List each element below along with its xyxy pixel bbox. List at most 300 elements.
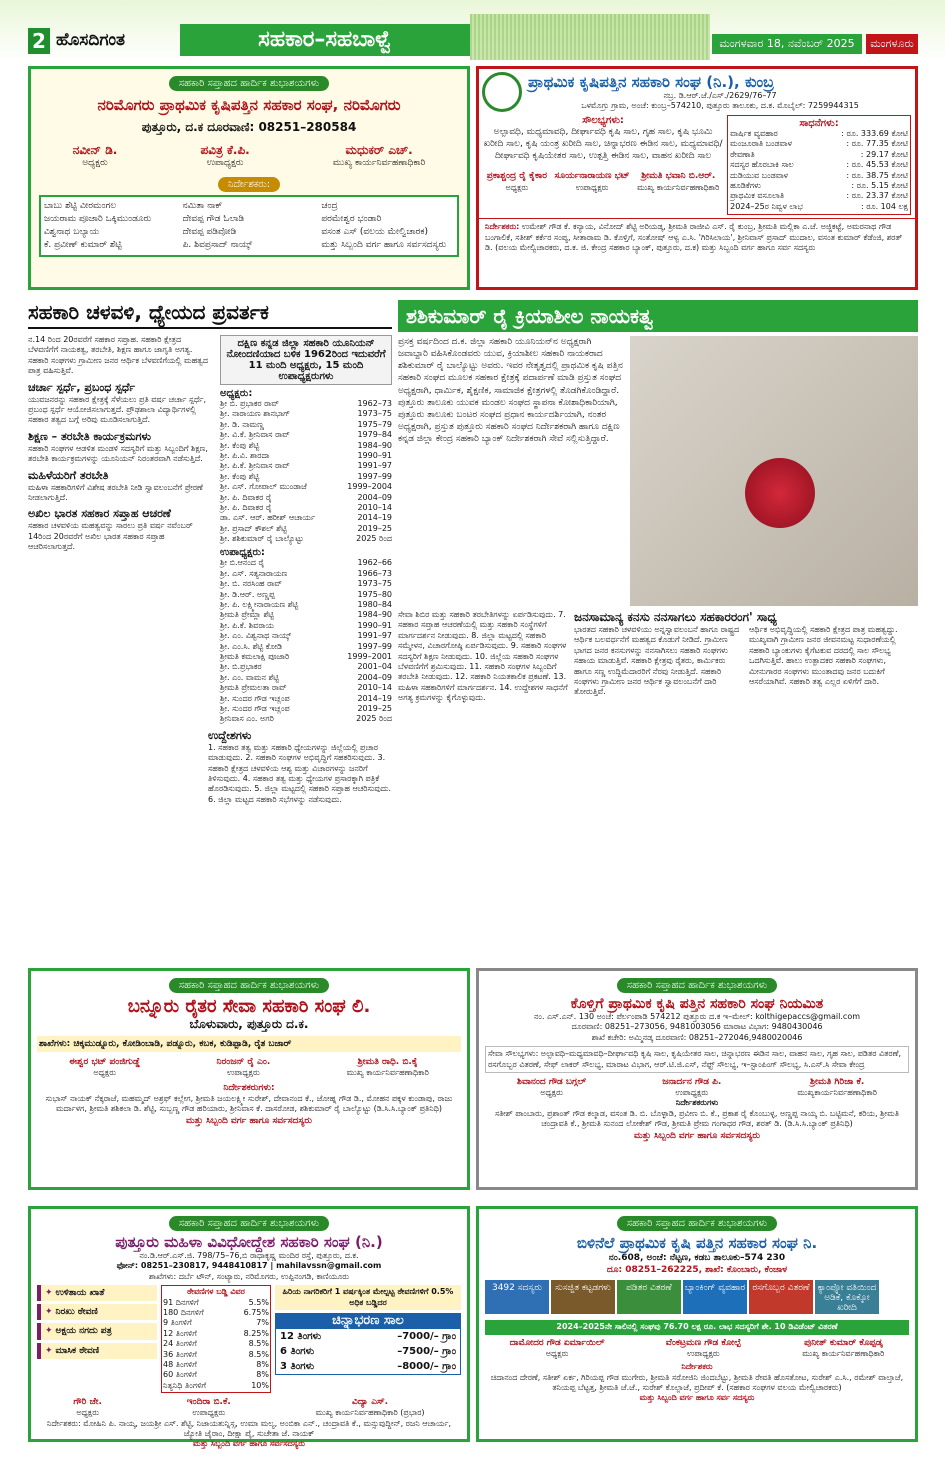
- rates-panel: [161, 1285, 271, 1393]
- scheme-label: ಅಕ್ಷಯ ನಗದು ಪತ್ರ: [55, 1326, 112, 1337]
- article-headline: ಶಶಿಕುಮಾರ್ ರೈ ಕ್ರಿಯಾಶೀಲ ನಾಯಕತ್ವ: [398, 300, 918, 332]
- officer-name: ವೆಂಕಟ್ರಮಣ ಗೌಡ ಕೋಲ್ಪೆ: [665, 1337, 741, 1348]
- officer-name: ಜನಾರ್ದನ ಗೌಡ ಪಿ.: [662, 1076, 722, 1087]
- scheme-item: [37, 1304, 157, 1320]
- scheme-label: ಉಳಿತಾಯ ಖಾತೆ: [55, 1288, 105, 1299]
- rate-row: [163, 1318, 269, 1328]
- achievement-value: : ರೂ. 38.75 ಕೋಟಿ: [846, 170, 908, 180]
- vp-row: [220, 610, 392, 620]
- vp-row: [220, 558, 392, 568]
- vp-row: [220, 714, 392, 724]
- grass-decoration: [470, 14, 710, 60]
- ad-narimogaru-society: [28, 66, 470, 290]
- article-cooperative-movement: [28, 300, 392, 860]
- achievement-label: 2024–25ರ ನಿವ್ವಳ ಲಾಭ: [730, 201, 803, 211]
- vp-row-value: 1991–97: [357, 631, 392, 641]
- gold-loan-row: [276, 1329, 460, 1344]
- officer-role: ಉಪಾಧ್ಯಕ್ಷರು: [192, 1408, 226, 1418]
- section-heading: ಚರ್ಚಾ ಸ್ಪರ್ಧೆ, ಪ್ರಬಂಧ ಸ್ಪರ್ಧೆ: [28, 380, 136, 394]
- officer-role: ಅಧ್ಯಕ್ಷರು: [545, 1348, 569, 1358]
- rate-row-value: 8.5%: [248, 1339, 269, 1349]
- rate-row-label: 9 ತಿಂಗಳಿಗೆ: [163, 1318, 192, 1328]
- branches: ಶಾಖೆಗಳು: ಚಿಕ್ಕಮುಡ್ನೂರು, ಕೋಡಿಂಬಾಡಿ, ಪಡ್ನೂರು, ಕಬಕ, ಕುಡಿಪ್ಪಾಡಿ, ರೈತ ಬಜಾರ್: [37, 1036, 461, 1052]
- section-body: ಸಹಕಾರ ಚಳವಳಿಯ ಮಹತ್ವವನ್ನು ಸಾರಲು ಪ್ರತಿ ವರ್ಷ ನವೆಂಬರ್ 14ರಿಂದ 20ರವರೆಗೆ ಅಖಿಲ ಭಾರತ ಸಹಕಾರ ಸಪ್ತಾಹ ಆಚರಿಸಲಾಗುತ್ತದೆ.: [28, 521, 193, 552]
- vp-row: [220, 590, 392, 600]
- officer-name: ಶ್ರೀಮತಿ ರಾಧಿ. ಬಿ.ಕೈ: [357, 1057, 418, 1068]
- vp-row-value: 2001–04: [357, 662, 392, 672]
- vp-row: [220, 569, 392, 579]
- president-row-label: ಶ್ರೀ. ಪಿ.ಕೆ. ಶ್ರೀನಿವಾಸ ರಾವ್: [220, 461, 290, 471]
- profit-banner: 2024–2025ನೇ ಸಾಲಿನಲ್ಲಿ ಸಂಘವು 76.70 ಲಕ್ಷ ರೂ. ಲಾಭ ಸದಸ್ಯರಿಗೆ ಶೇ. 10 ಡಿವಿಡೆಂಟ್ ವಿತರಣೆ: [485, 1320, 909, 1334]
- edition-city: ಮಂಗಳೂರು: [866, 34, 918, 54]
- gold-loan-row-label: 3 ತಿಂಗಳು: [280, 1360, 315, 1372]
- directors-text: ಉಮೇಶ್ ಗೌಡ ಕೆ. ಕನ್ಯಾಯ, ವಿನೋದ್ ಶೆಟ್ಟಿ ಅರಿಯಡ್ಕ, ಶ್ರೀಮತಿ ರಾಜೀವಿ ಎಸ್. ರೈ ಕುಂಬ್ರ, ಶ್ರೀಮತಿ ಮಲ್ಲಿಕಾ ಎ.ಜೆ. ಅಜ್ಜಿಕಟ್ಟೆ, ಅಮರನಾಥ ಗೌಡ ಬಂಗಾಲಿಕೆ, ಸತೀಶ್ ಕರ್ಕೆರ ಸಂಪ್ಯ, ಸೀತಾರಾಮ ಡಿ. ಕೊಳ್ತಿಗೆ, ಸಂತೋಷ್ ಆಳ್ವ ಎ.ಸಿ. 'ಗಿರಿಸಿಲಾಯ', ಶ್ರೀನಿವಾಸ್ ಪ್ರಸಾದ್ ಮುದಾಲ, ವಸಂತ ಕುಮಾರ್ ಕೆಡೆಂಜಿ, ಶರತ್ ಡಿ. (ವಲಯ ಮೇಲ್ವಿಚಾರಕರು, ದ.ಕ. ಜಿ. ಕೇಂದ್ರ ಸಹಕಾರ ಬ್ಯಾಂಕ್, ಪುತ್ತೂರು, ದ.ಕ) ಮತ್ತು ಸಿಬ್ಬಂದಿ ವರ್ಗ ಹಾಗೂ ಸರ್ವ ಸದಸ್ಯರು: [485, 222, 903, 252]
- ad-title: ಪುತ್ತೂರು ಮಹಿಳಾ ವಿವಿಧೋದ್ದೇಶ ಸಹಕಾರಿ ಸಂಘ (ನಿ.): [115, 1233, 383, 1251]
- objectives-text: 1. ಸಹಕಾರ ತತ್ವ ಮತ್ತು ಸಹಕಾರಿ ಧ್ಯೇಯಗಳನ್ನು ಜಿಲ್ಲೆಯಲ್ಲಿ ಪ್ರಚಾರ ಮಾಡುವುದು. 2. ಸಹಕಾರಿ ಸಂಘಗಳ ಅಭಿವೃದ್ಧಿಗೆ ಸಹಕರಿಸುವುದು. 3. ಸಹಕಾರಿ ಕ್ಷೇತ್ರದ ಚಳವಳಿಯ ಆಶ್ಯ ಮತ್ತು ವಿಚಾರಗಳನ್ನು ಜನರಿಗೆ ತಿಳಿಸುವುದು. 4. ಸಹಕಾರ ತತ್ವ ಮತ್ತು ಧ್ಯೇಯಗಳ ಪ್ರಸಾರಕ್ಕಾಗಿ ಪತ್ರಿಕೆ ಹೊರಡಿಸುವುದು. 5. ಜಿಲ್ಲಾ ಮಟ್ಟದಲ್ಲಿ ಸಹಕಾರಿ ಸಪ್ತಾಹ ಆಚರಿಸುವುದು. 6. ಜಿಲ್ಲಾ ಮಟ್ಟದ ಸಹಕಾರಿ ಸಭೆಗಳನ್ನು ನಡೆಸುವುದು.: [208, 742, 392, 804]
- ad-title: ಪ್ರಾಥಮಿಕ ಕೃಷಿಪತ್ತಿನ ಸಹಕಾರಿ ಸಂಘ (ನಿ.), ಕುಂಬ್ರ: [528, 72, 774, 91]
- rate-row-label: 12 ತಿಂಗಳಿಗೆ: [163, 1328, 197, 1338]
- vp-row-value: 1997–99: [357, 641, 392, 651]
- president-row: [220, 503, 392, 513]
- ad-address: ನಂ. ಎಸ್.ಎನ್. 130 ಅಂಚೆ: ಪೆರ್ಲಂಪಾಡಿ 574212 ಪುತ್ತೂರು ದ.ಕ ಇ–ಮೇಲ್: kolthigepaccs@gmail.com: [533, 1012, 861, 1021]
- president-row-label: ಶ್ರೀ ಬಿ. ಪ್ರಭಾಕರ ರಾವ್: [220, 399, 279, 408]
- rate-row: [163, 1350, 269, 1360]
- ad-branches: ಶಾಖೆಗಳು: ದರ್ಬೆ ಟೌನ್, ಸಂಟ್ಯಾರು, ನರಿಮೊಗರು, ಉಪ್ಪಿನಂಗಡಿ, ಕಾಣಿಯೂರು: [148, 1271, 350, 1281]
- vp-row-label: ಶ್ರೀ. ಎಂ. ವಾಮನ ಶೆಟ್ಟಿ: [220, 672, 279, 682]
- president-photo: [630, 336, 918, 606]
- president-row-value: 2014–19: [357, 513, 392, 523]
- ad-footer: ಮತ್ತು ಸಿಬ್ಬಂದಿ ವರ್ಗ ಹಾಗೂ ಸರ್ವಸದಸ್ಯರು: [634, 1130, 760, 1141]
- president-row-value: 1999–2004: [347, 482, 392, 492]
- vp-row: [220, 704, 392, 714]
- achievement-label: ಮಂಜೂರಾತಿ ಬಂಡವಾಳ: [730, 139, 792, 149]
- directors-text: ಸತೀಶ್ ಪಾಂಬಾರು, ಪ್ರಶಾಂತ್ ಗೌಡ ಕಲ್ಕಾಡ, ವಸಂತ ಡಿ. ಬಿ. ಬೊಳ್ಳಾಡಿ, ಪ್ರವೀಣ ಬಿ. ಕೆ., ಪ್ರಕಾಶ ರೈ ಕೊಂಬುಳ್ಳ, ಅಣ್ಣಪ್ಪ ನಾಯ್ಕ ಬಿ. ಬಟ್ಟಿಮನೆ, ಕರಿಯ, ಶ್ರೀಮತಿ ಚಂದ್ರಾವತಿ ಕೆ., ಶ್ರೀಮತಿ ಸುನಂದ ಲೋಕೇಶ್ ಗೌಡ, ಶ್ರೀಮತಿ ಪ್ರೇಮ ಗಂಗಾಧರ ಗೌಡ, ಶರತ್ ಡಿ. (ಡಿ.ಸಿ.ಸಿ.ಬ್ಯಾಂಕ್ ಪ್ರತಿನಿಧಿ): [495, 1108, 899, 1129]
- vp-row-label: ಶ್ರೀ. ಸುಂದರ ಗೌಡ ಇಚ್ಲಂಪ: [220, 693, 290, 703]
- officer-role: ಮುಖ್ಯ ಕಾರ್ಯನಿರ್ವಹಣಾಧಿಕಾರಿ: [802, 1348, 885, 1358]
- ad-kolthige-society: [476, 968, 918, 1190]
- vp-row-value: 1973–75: [357, 579, 392, 589]
- officer-role: ಉಪಾಧ್ಯಕ್ಷರು: [575, 182, 609, 192]
- president-row-label: ಶ್ರೀ. ಕೆಂಪು ಶೆಟ್ಟಿ: [220, 440, 260, 450]
- director-name: ಕೆ. ಪ್ರವೀಣ್ ಕುಮಾರ್ ಶೆಟ್ಟಿ: [44, 240, 122, 251]
- directors-grid: [39, 195, 459, 257]
- president-row-value: 1979–84: [357, 430, 392, 440]
- achievement-row: [730, 139, 908, 149]
- article-col3: ಆರ್ಥಿಕ ಅಭಿವೃದ್ಧಿಯಲ್ಲಿ ಸಹಕಾರಿ ಕ್ಷೇತ್ರದ ಪಾತ್ರ ಮಹತ್ವದ್ದು. ಮುಖ್ಯವಾಗಿ ಗ್ರಾಮೀಣ ಜನರ ಜೀವನಮಟ್ಟ ಸುಧಾರಣೆಯಲ್ಲಿ ಸಹಕಾರಿ ಬ್ಯಾಂಕುಗಳು ಕೈಗೆಟಕುವ ದರದಲ್ಲಿ ಸಾಲ ಸೌಲಭ್ಯ ಒದಗಿಸುತ್ತಿವೆ. ಹಾಲು ಉತ್ಪಾದಕರ ಸಹಕಾರಿ ಸಂಘಗಳು, ಮೀನುಗಾರರ ಸಂಘಗಳು ಮುಂತಾದವು ಜನರ ಬದುಕಿಗೆ ಆಸರೆಯಾಗಿವೆ. ಸಹಕಾರಿ ತತ್ವ ಎಲ್ಲರ ಏಳಿಗೆಗೆ ದಾರಿ.: [749, 625, 898, 686]
- president-row-label: ಶ್ರೀ. ಪ್ರಸಾದ್ ಕೌಶಲ್ ಶೆಟ್ಟಿ: [220, 523, 287, 533]
- vp-row-label: ಶ್ರೀನಿವಾಸ ಎಂ. ಅಗರಿ: [220, 714, 274, 724]
- vp-row: [220, 600, 392, 610]
- achievement-value: : 29.17 ಕೋಟಿ: [860, 149, 908, 159]
- greeting-badge: ಸಹಕಾರಿ ಸಪ್ತಾಹದ ಹಾರ್ದಿಕ ಶುಭಾಶಯಗಳು: [169, 978, 329, 993]
- gold-loan-row: [276, 1344, 460, 1359]
- vps-label: ಉಪಾಧ್ಯಕ್ಷರು:: [220, 547, 265, 559]
- ad-phones: ದೂರವಾಣಿ: 08251–273056, 9481003056 ಮಾರಾಟ ವಿಭಾಗ: 9480430046: [571, 1022, 823, 1032]
- scheme-bullet-icon: ✦: [45, 1307, 53, 1318]
- rates-label: ಠೇವಣಿಗಳ ಬಡ್ಡಿ ವಿವರ: [187, 1287, 245, 1297]
- officer-role: ಅಧ್ಯಕ್ಷರು: [93, 1068, 116, 1078]
- director-name: ದೇವಪ್ಪ ಪಡಿವೋಡಿ: [182, 227, 237, 238]
- services: ಸೇವಾ ಸೌಲಭ್ಯಗಳು: ಅಲ್ಪಾವಧಿ–ಮಧ್ಯಮಾವಧಿ–ದೀರ್ಘಾವಧಿ ಕೃಷಿ ಸಾಲ, ಕೃಷಿಯೇತರ ಸಾಲ, ಚಿನ್ನಾಭರಣ ಈಡಿನ ಸಾಲ, ವಾಹನ ಸಾಲ, ಗೃಹ ಸಾಲ, ಪಡಿತರ ವಿತರಣೆ, ರಸಗೊಬ್ಬರ ವಿತರಣೆ, ಸೇಫ್ ಲಾಕರ್ ಸೌಲಭ್ಯ, ಮಾರಾಟ ವಿಭಾಗ, ಆರ್.ಟಿ.ಜಿ.ಎಸ್, ನೆಫ್ಟ್ ಸೌಲಭ್ಯ, ಇ–ಸ್ಟಾಂಪಿಂಗ್ ಸೌಲಭ್ಯ, ಸಿ.ಎಸ್.ಸಿ ಸೇವಾ ಕೇಂದ್ರ: [485, 1046, 909, 1073]
- president-row-value: 2025 ರಿಂದ: [356, 534, 392, 544]
- directors-text: ಚಿದಾನಂದ ದೇರಣೆ, ಸತೀಶ್ ಏರ್ಕ, ಗಿರಿಯಪ್ಪ ಗೌಡ ಮುಗೇರು, ಶ್ರೀಮತಿ ಸರೋಜಿನಿ ಜಿಂದಬೆಟ್ಟು, ಶ್ರೀಮತಿ ರೇವತಿ ಹೊಸತೋಟ, ಸುರೇಶ್ ಎ.ಸಿ., ರಮೇಶ್ ವಾಲ್ತಾಜೆ, ತನಿಯಪ್ಪ ಬೆಟ್ಟತ್ತ, ಶ್ರೀಮತಿ ಜೆ.ಜೆ., ಸುರೇಶ್ ಕೊಲ್ಪಾಜೆ, ಪ್ರದೀಪ್ ಕೆ. (ಸಹಕಾರ ಸಂಘಗಳ ವಲಯ ಮೇಲ್ವಿಚಾರಕರು): [490, 1372, 904, 1392]
- director-name: ನಮಿತಾ ನಾಕ್: [182, 201, 223, 211]
- ad-footer: ಮತ್ತು ಸಿಬ್ಬಂದಿ ವರ್ಗ ಹಾಗೂ ಸರ್ವ ಸದಸ್ಯರು: [639, 1393, 755, 1403]
- ad-kumbra-society: [476, 66, 918, 290]
- gold-loan-row-value: –8000/– ಗ್ರಾಂ: [397, 1360, 456, 1372]
- feature-tiles: [479, 1276, 915, 1318]
- vp-row-label: ಶ್ರೀ. ಎಂ. ವಿಶ್ವನಾಥ ನಾಯ್ಕ್: [220, 631, 292, 641]
- scheme-item: [37, 1343, 157, 1359]
- rate-row-value: 8.25%: [243, 1328, 269, 1338]
- rate-row-label: 180 ದಿನಗಳಿಗೆ: [163, 1307, 204, 1317]
- article-headline: ಸಹಕಾರಿ ಚಳವಳಿ, ಧ್ಯೇಯದ ಪ್ರವರ್ತಕ: [28, 300, 392, 329]
- president-row-label: ಶ್ರೀ. ಶಶಿಕುಮಾರ್ ರೈ ಬಾಲ್ಯೊಟ್ಟು: [220, 534, 304, 544]
- vp-row-value: 2025 ರಿಂದ: [356, 714, 392, 724]
- rate-row-value: 7%: [256, 1318, 269, 1328]
- officer-name: ಸೂರ್ಯನಾರಾಯಣ ಭಟ್: [554, 171, 630, 182]
- officer-role: ಅಧ್ಯಕ್ಷರು: [540, 1088, 563, 1098]
- society-logo-icon: [482, 72, 522, 112]
- vp-row-value: 2004–09: [357, 672, 392, 682]
- director-name: ಪಿ. ಶಿವಪ್ರಸಾದ್ ನಾಯ್ಕ್: [182, 240, 253, 251]
- director-name: ಪರಮೇಶ್ವರ ಭಂಡಾರಿ: [321, 214, 382, 225]
- achievement-row: [730, 171, 908, 181]
- achievement-label: ಠೇವಣಾತಿ: [730, 149, 755, 159]
- ad-reg: ನಬ್ರ. ಡಿ.ಆರ್.ಜೆ./ಎಸ್./2629/76–77: [663, 90, 777, 100]
- officer-role: ಅಧ್ಯಕ್ಷರು: [76, 1408, 99, 1418]
- rate-row-value: 8%: [256, 1370, 269, 1380]
- feature-tile: ಕ್ಯಾಂಪ್ಕೋ ವತಿಯಿಂದ ಅಡಿಕೆ, ಕೊಕ್ಕೋ ಖರೀದಿ: [815, 1280, 879, 1314]
- president-row: [220, 482, 392, 492]
- officer-role: ಮುಖ್ಯ ಕಾರ್ಯನಿರ್ವಹಣಾಧಿಕಾರಿ: [346, 1068, 429, 1078]
- feature-tile: ರಸಗೊಬ್ಬರ ವಿತರಣೆ: [749, 1280, 813, 1314]
- rate-row-value: 8.5%: [248, 1349, 269, 1359]
- president-row: [220, 409, 392, 419]
- achievement-row: [730, 160, 908, 170]
- ad-title: ಬಿಳಿನೆಲೆ ಪ್ರಾಥಮಿಕ ಕೃಷಿ ಪತ್ತಿನ ಸಹಕಾರ ಸಂಘ ನಿ.: [576, 1234, 818, 1252]
- gold-loan-label: ಚಿನ್ನಾಭರಣ ಸಾಲ: [275, 1313, 461, 1328]
- directors-text: ನಿರ್ದೇಶಕರು: ಮೋಹಿನಿ ಪಿ. ನಾಯ್ಕ, ಜಯಶ್ರೀ ಎಸ್. ಶೆಟ್ಟಿ, ನಿಜಾಯತುನ್ನಿಸ್ಸ, ಉಮಾ ಮಲ್ಯ, ಅಂಬಿಕಾ ಎನ್., ಚಂದ್ರಾವತಿ ಕೆ., ಮನ್ಸುವುದ್ದೀನ್, ರಜನಿ ಆಚಾರ್ಯ, ಜ್ಯೋತಿ ಜೈರಾಂ, ದೀಕ್ಷಾ ಪೈ, ಸುಚೇತಾ ಜೆ. ನಾಯಕ್: [46, 1418, 452, 1438]
- rate-row: [163, 1298, 269, 1308]
- officer-name: ಮಧುಕರ್ ಎಚ್.: [345, 143, 413, 157]
- rate-row-label: 24 ತಿಂಗಳಿಗೆ: [163, 1339, 197, 1349]
- rate-row-label: 91 ದಿನಗಳಿಗೆ: [163, 1297, 199, 1307]
- presidents-label: ಅಧ್ಯಕ್ಷರು:: [220, 388, 253, 399]
- president-row-value: 1984–90: [357, 440, 392, 450]
- greeting-badge: ಸಹಕಾರಿ ಸಪ್ತಾಹದ ಹಾರ್ದಿಕ ಶುಭಾಶಯಗಳು: [617, 1216, 777, 1231]
- vp-row: [220, 662, 392, 672]
- ad-bilinele-society: [476, 1206, 918, 1442]
- president-row: [220, 472, 392, 482]
- director-name: ಜಯರಾಮ ಪೂಜಾರಿ ಒಕ್ಕಿಮುಂಡೂರು: [44, 214, 152, 225]
- page-number: 2: [28, 28, 50, 54]
- vp-row: [220, 652, 392, 662]
- bouquet-icon: [745, 458, 815, 528]
- vp-row: [220, 631, 392, 641]
- officer-name: ಶ್ರೀಮತಿ ಭವಾನಿ ಬಿ.ಆರ್.: [641, 171, 716, 182]
- greeting-badge: ಸಹಕಾರಿ ಸಪ್ತಾಹದ ಹಾರ್ದಿಕ ಶುಭಾಶಯಗಳು: [169, 76, 329, 91]
- achievement-row: [730, 129, 908, 139]
- president-row: [220, 451, 392, 461]
- president-row-label: ಶ್ರೀ. ಕೆಂಪು ಶೆಟ್ಟಿ: [220, 471, 260, 481]
- rate-row-label: 36 ತಿಂಗಳಿಗೆ: [163, 1349, 197, 1359]
- officer-name: ಗೌರಿ ಜೇ.: [73, 1397, 102, 1408]
- president-row-value: 2004–09: [357, 492, 392, 502]
- achievement-value: : ರೂ. 104 ಲಕ್ಷ: [861, 201, 908, 211]
- president-row-label: ಶ್ರೀ. ಪಿ. ದಿವಾಕರ ರೈ: [220, 502, 272, 512]
- ad-address: ಪುತ್ತೂರು, ದ.ಕ ದೂರವಾಣಿ: 08251–280584: [141, 120, 357, 134]
- issue-date: ಮಂಗಳವಾರ 18, ನವೆಂಬರ್ 2025: [712, 34, 862, 54]
- vp-row-label: ಶ್ರೀ. ಬಿ. ನರಸಿಂಹ ರಾವ್: [220, 579, 282, 589]
- achievement-value: : ರೂ. 23.37 ಕೋಟಿ: [846, 191, 908, 201]
- scheme-bullet-icon: ✦: [45, 1345, 53, 1356]
- feature-tile: ಬ್ಯಾಂಕಿಂಗ್ ವ್ಯವಹಾರ: [683, 1280, 747, 1314]
- vp-row-label: ಶ್ರೀ ಬಿ.ಆನಂದ ರೈ: [220, 558, 265, 568]
- president-row-label: ಶ್ರೀ. ವಿ.ಕೆ. ಶ್ರೀನಿವಾಸ ರಾವ್: [220, 430, 290, 440]
- scheme-label: ಮಾಸಿಕ ಠೇವಣಿ: [55, 1345, 100, 1356]
- vp-row-value: 1999–2001: [347, 651, 392, 661]
- officer-name: ನಿರಂಜನ್ ರೈ ಎಂ.: [216, 1057, 271, 1068]
- rate-row: [163, 1308, 269, 1318]
- directors-label: ನಿರ್ದೇಶಕರು: [681, 1362, 713, 1372]
- rate-row-label: ನಿತ್ಯನಿಧಿ ತಿಂಗಳಿಗೆ: [163, 1380, 207, 1390]
- president-row-label: ಶ್ರೀ. ಪಿ.ವಿ. ಶಾರದಾ: [220, 450, 270, 460]
- rate-row: [163, 1360, 269, 1370]
- president-row-label: ಶ್ರೀ. ಎಸ್. ಗೋಪಾಲ್ ಮುಂಡಾಜೆ: [220, 482, 307, 492]
- achievement-value: : ರೂ. 45.53 ಕೋಟಿ: [846, 160, 908, 170]
- vp-row: [220, 694, 392, 704]
- vp-row-value: 2014–19: [357, 693, 392, 703]
- vp-row-value: 2019–25: [357, 703, 392, 713]
- facilities-label: ಸೌಲಭ್ಯಗಳು:: [582, 115, 624, 126]
- officer-role: ಮುಖ್ಯ ಕಾರ್ಯನಿರ್ವಹಣಾಧಿಕಾರಿ (ಪ್ರಭಾರ): [315, 1408, 425, 1418]
- ad-address: ನಂ.608, ಅಂಚೆ: ನೆಟ್ಟಣ, ಕಡಬ ತಾಲೂಕು–574 230: [608, 1253, 786, 1263]
- achievement-row: [730, 191, 908, 201]
- feature-tile: 3492 ಸದಸ್ಯರು: [485, 1280, 549, 1314]
- vp-row-label: ಶ್ರೀಮತಿ ಕಮಲಾಕ್ಷಿ ಪೂಜಾರಿ: [220, 651, 290, 661]
- president-row-value: 1991–97: [357, 461, 392, 471]
- president-row-value: 2010–14: [357, 502, 392, 512]
- feature-tile: ಸುಸಜ್ಜಿತ ಕಟ್ಟಡಗಳು: [551, 1280, 615, 1314]
- paper-name: ಹೊಸದಿಗಂತ: [56, 30, 126, 50]
- vp-row-value: 1980–84: [357, 600, 392, 610]
- president-row-label: ಶ್ರೀ. ಪಿ. ದಿವಾಕರ ರೈ: [220, 492, 272, 502]
- director-name: ಚಂದ್ರ: [321, 201, 338, 211]
- president-row-value: 1973–75: [357, 409, 392, 419]
- officer-name: ಪ್ರಕಾಶ್ಚಂದ್ರ ರೈ ಕೈಕಾರ: [486, 171, 547, 182]
- scheme-bullet-icon: ✦: [45, 1326, 53, 1337]
- section-title: ಸಹಕಾರ–ಸಹಬಾಳ್ವೆ: [180, 24, 470, 56]
- officer-role: ಅಧ್ಯಕ್ಷರು: [505, 182, 529, 192]
- president-row: [220, 524, 392, 534]
- vp-row-label: ಶ್ರೀ. ಎಂ.ಸಿ. ಶೆಟ್ಟಿ ಕೋಡಿ: [220, 641, 283, 651]
- ad-contact: ಫೋನ್: 08251–230817, 9448410817 | mahilavssn@gmail.com: [116, 1261, 382, 1271]
- ad-bannur-society: [28, 968, 470, 1190]
- article-col1: ಸೇವಾ ಶಿಬಿರ ಮತ್ತು ಸಹಕಾರಿ ತರಬೇತಿಗಳನ್ನು ಏರ್ಪಡಿಸುವುದು. 7. ಸಹಕಾರ ಸಪ್ತಾಹ ಆಚರಣೆಯಲ್ಲಿ ಮತ್ತು ಸಹಕಾರಿ ಸಂಸ್ಥೆಗಳಿಗೆ ಮಾರ್ಗದರ್ಶನ ನೀಡುವುದು. 8. ಜಿಲ್ಲಾ ಮಟ್ಟದಲ್ಲಿ ಸಹಕಾರಿ ಸಮ್ಮೇಳನ, ವಿಚಾರಗೋಷ್ಠಿ ಏರ್ಪಡಿಸುವುದು. 9. ಸಹಕಾರಿ ಸಂಘಗಳ ಸದಸ್ಯರಿಗೆ ಶಿಕ್ಷಣ ನೀಡುವುದು. 10. ಜಿಲ್ಲೆಯ ಸಹಕಾರಿ ಸಂಘಗಳ ಬೆಳವಣಿಗೆಗೆ ಶ್ರಮಿಸುವುದು. 11. ಸಹಕಾರಿ ಸಂಘಗಳ ಸಿಬ್ಬಂದಿಗೆ ತರಬೇತಿ ನೀಡುವುದು. 12. ಸಹಕಾರಿ ನಿಯತಕಾಲಿಕ ಪ್ರಕಟಣೆ. 13. ಮಹಿಳಾ ಸಹಕಾರಿಗಳಿಗೆ ಮಾರ್ಗದರ್ಶನ. 14. ಉದ್ದೇಶಗಳ ಸಾಧನೆಗೆ ಅಗತ್ಯ ಕ್ರಮಗಳನ್ನು ಕೈಗೊಳ್ಳುವುದು.: [398, 610, 568, 703]
- vps-list: [220, 558, 392, 724]
- president-row-value: 1997–99: [357, 471, 392, 481]
- president-row: [220, 513, 392, 523]
- officer-name: ಪವಿತ್ರ ಕೆ.ಪಿ.: [200, 143, 250, 157]
- president-row: [220, 441, 392, 451]
- achievement-label: ದುಡಿಯುವ ಬಂಡವಾಳ: [730, 170, 789, 180]
- section-body: ಯುವಜನರನ್ನು ಸಹಕಾರ ಕ್ಷೇತ್ರಕ್ಕೆ ಸೆಳೆಯಲು ಪ್ರತಿ ವರ್ಷ ಚರ್ಚಾ ಸ್ಪರ್ಧೆ, ಪ್ರಬಂಧ ಸ್ಪರ್ಧೆ ಆಯೋಜಿಸಲಾಗುತ್ತದೆ. ಪ್ರೌಢಶಾಲಾ ವಿದ್ಯಾರ್ಥಿಗಳಲ್ಲಿ ಸಹಕಾರ ತತ್ವದ ಬಗ್ಗೆ ಅರಿವು ಮೂಡಿಸಲಾಗುತ್ತಿದೆ.: [28, 394, 206, 425]
- achievement-row: [730, 202, 908, 212]
- gold-loan-row: [276, 1359, 460, 1374]
- achievement-value: : ರೂ. 333.69 ಕೋಟಿ: [841, 129, 908, 138]
- president-row: [220, 461, 392, 471]
- officer-name: ವಿದ್ಯಾ ಎಸ್.: [352, 1397, 389, 1408]
- rate-row: [163, 1381, 269, 1391]
- rate-row-value: 5.5%: [248, 1297, 269, 1307]
- achievement-row: [730, 150, 908, 160]
- vp-row-value: 1984–90: [357, 610, 392, 620]
- officer-name: ಇಂದಿರಾ ಬಿ.ಕೆ.: [186, 1397, 231, 1408]
- gold-loan-row-label: 12 ತಿಂಗಳು: [280, 1330, 322, 1342]
- achievement-value: : ರೂ. 77.35 ಕೋಟಿ: [846, 139, 908, 149]
- scheme-label: ನಿರಖು ಠೇವಣಿ: [55, 1307, 98, 1318]
- union-box-title: ದಕ್ಷಿಣ ಕನ್ನಡ ಜಿಲ್ಲಾ ಸಹಕಾರಿ ಯೂನಿಯನ್ ನೋಂದಣಿಯಾದ ಬಳಿಕ 1962ರಿಂದ ಇದುವರೆಗೆ 11 ಮಂದಿ ಅಧ್ಯಕ್ಷರು, 15 ಮಂದಿ ಉಪಾಧ್ಯಕ್ಷರುಗಳು: [220, 335, 392, 385]
- president-row-value: 1990–91: [357, 450, 392, 460]
- president-row-value: 2019–25: [357, 523, 392, 533]
- vp-row-value: 1966–73: [357, 568, 392, 578]
- article-col2: ಭಾರತದ ಸಹಕಾರಿ ಚಳವಳಿಯು ಅನ್ನಸ್ವಾವಲಂಬನೆ ಹಾಗೂ ರಾಷ್ಟ್ರದ ಆರ್ಥಿಕ ಬಲವರ್ಧನೆಗೆ ಮಹತ್ವದ ಕೊಡುಗೆ ನೀಡಿದೆ. ಗ್ರಾಮೀಣ ಭಾಗದ ಜನರ ಕನಸುಗಳನ್ನು ನನಸಾಗಿಸಲು ಸಹಕಾರಿ ಸಂಘಗಳು ಸಹಾಯ ಮಾಡುತ್ತಿವೆ. ಸಹಕಾರಿ ಕ್ಷೇತ್ರವು ರೈತರು, ಕಾರ್ಮಿಕರು ಹಾಗೂ ಸಣ್ಣ ಉದ್ದಿಮೆದಾರರಿಗೆ ನೆರವು ನೀಡುತ್ತಿದೆ. ಸಹಕಾರಿ ಸಂಘಗಳು ಗ್ರಾಮೀಣ ಜನರ ಆರ್ಥಿಕ ಸ್ವಾವಲಂಬನೆಗೆ ದಾರಿ ತೋರುತ್ತಿವೆ.: [574, 625, 740, 697]
- scheme-item: [37, 1323, 157, 1339]
- officer-role: ಉಪಾಧ್ಯಕ್ಷರು: [227, 1068, 260, 1078]
- director-name: ವಸಂತ ಎಸ್ (ವಲಯ ಮೇಲ್ವಿಚಾರಕ): [321, 227, 428, 238]
- ad-title: ಕೊಳ್ತಿಗೆ ಪ್ರಾಥಮಿಕ ಕೃಷಿ ಪತ್ತಿನ ಸಹಕಾರಿ ಸಂಘ ನಿಯಮಿತ: [570, 996, 824, 1012]
- vp-row-label: ಶ್ರೀಮತಿ ಪ್ರೇಮ್ಲಾ ಶೆಟ್ಟಿ: [220, 610, 274, 620]
- gold-loan-row-value: –7000/– ಗ್ರಾಂ: [397, 1330, 456, 1342]
- ad-address: ಒಳಮೊಗ್ರು ಗ್ರಾಮ, ಅಂಚೆ: ಕುಂಬ್ರ–574210, ಪುತ್ತೂರು ತಾಲೂಕು, ದ.ಕ. ಮೊಬೈಲ್: 7259944315: [581, 101, 859, 110]
- feature-tile: ಪಡಿತರ ವಿತರಣೆ: [617, 1280, 681, 1314]
- directors-label: ನಿರ್ದೇಶಕರು:: [218, 177, 280, 192]
- officer-role: ಉಪಾಧ್ಯಕ್ಷರು: [675, 1088, 709, 1098]
- article-intro: ನ.14 ರಿಂದ 20ರವರೆಗೆ ಸಹಕಾರ ಸಪ್ತಾಹ. ಸಹಕಾರಿ ಕ್ಷೇತ್ರದ ಬೆಳವಣಿಗೆಗೆ ನಾಯಕತ್ವ, ತರಬೇತಿ, ಶಿಕ್ಷಣ ಹಾಗೂ ಜಾಗೃತಿ ಅಗತ್ಯ. ಸಹಕಾರಿ ಸಂಘಗಳು ಗ್ರಾಮೀಣ ಜನರ ಆರ್ಥಿಕ ಬೆಳವಣಿಗೆಯಲ್ಲಿ ಮಹತ್ವದ ಪಾತ್ರ ವಹಿಸುತ್ತಿವೆ.: [28, 335, 209, 376]
- ad-puttur-mahila-society: [28, 1206, 470, 1449]
- officer-role: ಮುಖ್ಯ ಕಾರ್ಯನಿರ್ವಹಣಾಧಿಕಾರಿ: [637, 182, 720, 192]
- officer-role: ಮುಖ್ಯಕಾರ್ಯನಿರ್ವಹಣಾಧಿಕಾರಿ: [797, 1088, 877, 1098]
- achievement-value: : ರೂ. 5.15 ಕೋಟಿ: [851, 180, 908, 190]
- greeting-badge: ಸಹಕಾರಿ ಸಪ್ತಾಹದ ಹಾರ್ದಿಕ ಶುಭಾಶಯಗಳು: [617, 978, 777, 993]
- director-name: ದೇವಪ್ಪ ಗೌಡ ಓಲಾಡಿ: [182, 214, 245, 225]
- achievement-label: ಪ್ರಾಥಮಿಕ ವಸೂಲಾತಿ: [730, 191, 785, 201]
- officer-name: ನವೀನ್ ಡಿ.: [72, 143, 118, 157]
- directors-label: ನಿರ್ದೇಶಕರು:: [485, 222, 520, 232]
- vp-row: [220, 642, 392, 652]
- section-heading: ಮಹಿಳೆಯರಿಗೆ ತರಬೇತಿ: [28, 468, 109, 482]
- ad-title: ನರಿಮೊಗರು ಪ್ರಾಥಮಿಕ ಕೃಷಿಪತ್ತಿನ ಸಹಕಾರ ಸಂಘ, ನರಿಮೊಗರು: [97, 96, 401, 114]
- vp-row: [220, 579, 392, 589]
- officer-name: ಶಿವಾನಂದ ಗೌಡ ಬಗ್ಗಲ್: [517, 1076, 587, 1087]
- vp-row-label: ಶ್ರೀ. ಎಸ್. ಸತ್ಯನಾರಾಯಣ: [220, 568, 288, 578]
- officer-role: ಮುಖ್ಯ ಕಾರ್ಯನಿರ್ವಹಣಾಧಿಕಾರಿ: [332, 158, 426, 168]
- rate-row: [163, 1339, 269, 1349]
- section-heading: ಶಿಕ್ಷಣ – ತರಬೇತಿ ಕಾರ್ಯಕ್ರಮಗಳು: [28, 429, 151, 443]
- vp-row-label: ಶ್ರೀ. ಸುಂದರ ಗೌಡ ಇಚ್ಲಂಪ: [220, 703, 290, 713]
- vp-row-value: 1990–91: [357, 620, 392, 630]
- vp-row-label: ಶ್ರೀ. ಡಿ.ಆರ್. ಅಣ್ಣಪ್ಪ: [220, 589, 275, 599]
- ad-reg: ನಂ.ಡಿ.ಆರ್.ಎಸ್.ಜಿ. 798/75–76,ಬಿ ರಾಧಾಕೃಷ್ಣ ಮಂದಿರ ರಸ್ತೆ, ಪುತ್ತೂರು, ದ.ಕ.: [139, 1251, 359, 1260]
- achievement-label: ಹೂಡಿಕೆಗಳು: [730, 180, 761, 190]
- president-row-value: 1975–79: [357, 419, 392, 429]
- greeting-badge: ಸಹಕಾರಿ ಸಪ್ತಾಹದ ಹಾರ್ದಿಕ ಶುಭಾಶಯಗಳು: [169, 1216, 329, 1231]
- achievements-panel: [727, 115, 911, 215]
- scheme-list: [37, 1285, 157, 1393]
- facilities-text: ಅಲ್ಪಾವಧಿ, ಮಧ್ಯಮಾವಧಿ, ದೀರ್ಘಾವಧಿ ಕೃಷಿ ಸಾಲ, ಗೃಹ ಸಾಲ, ಕೃಷಿ ಭೂಮಿ ಖರೀದಿ ಸಾಲ, ಕೃಷಿ ಯಂತ್ರ ಖರೀದಿ ಸಾಲ, ಚಿನ್ನಾಭರಣ ಈಡಿನ ಸಾಲ, ಮಧ್ಯಮಾವಧಿ/ದೀರ್ಘಾವಧಿ ಕೃಷಿಯೇತರ ಸಾಲ, ಉತ್ಪತ್ತಿ ಈಡಿನ ಸಾಲ, ವಾಹನ ಖರೀದಿ ಸಾಲ: [483, 127, 723, 162]
- president-row-label: ಶ್ರೀ. ನಾರಾಯಣ ಶಾನಭಾಗ್: [220, 409, 291, 419]
- section-body: ಸಹಕಾರಿ ಸಂಘಗಳ ಆಡಳಿತ ಮಂಡಳಿ ಸದಸ್ಯರಿಗೆ ಮತ್ತು ಸಿಬ್ಬಂದಿಗೆ ಶಿಕ್ಷಣ, ತರಬೇತಿ ಕಾರ್ಯಕ್ರಮಗಳನ್ನು ಯೂನಿಯನ್ ನಿರಂತರವಾಗಿ ನಡೆಸುತ್ತಿದೆ.: [28, 443, 208, 464]
- president-row-value: 1962–73: [357, 399, 392, 408]
- achievement-row: [730, 181, 908, 191]
- scheme-bullet-icon: ✦: [45, 1288, 53, 1299]
- director-name: ಬಾಬು ಶೆಟ್ಟಿ ವೀರಮಂಗಲ: [44, 201, 117, 211]
- vp-row: [220, 621, 392, 631]
- president-row: [220, 493, 392, 503]
- rate-row: [163, 1329, 269, 1339]
- rate-row-value: 6.75%: [243, 1307, 269, 1317]
- vp-row-label: ಶ್ರೀ. ಪಿ. ಲಕ್ಷ್ಮೀನಾರಾಯಣ ಶೆಟ್ಟಿ: [220, 600, 299, 610]
- article-intro: ಪ್ರಸಕ್ತ ವರ್ಷದಿಂದ ದ.ಕ. ಜಿಲ್ಲಾ ಸಹಕಾರಿ ಯೂನಿಯನ್‌ನ ಅಧ್ಯಕ್ಷರಾಗಿ ಜವಾಬ್ದಾರಿ ವಹಿಸಿಕೊಂಡವರು ಯುವ, ಕ್ರಿಯಾಶೀಲ ಸಹಕಾರಿ ನಾಯಕರಾದ ಶಶಿಕುಮಾರ್ ರೈ ಬಾಲ್ಯೊಟ್ಟು ಅವರು. ಇವರ ನೇತೃತ್ವದಲ್ಲಿ ಪ್ರಾಥಮಿಕ ಕೃಷಿ ಪತ್ತಿನ ಸಹಕಾರಿ ಸಂಘದ ಮೂಲಕ ಸಹಕಾರ ಕ್ಷೇತ್ರಕ್ಕೆ ಪದಾರ್ಪಣೆ ಮಾಡಿ ಪ್ರಸ್ತುತ ಸಂಘದ ಅಧ್ಯಕ್ಷರಾಗಿ, ಧಾರ್ಮಿಕ, ಶೈಕ್ಷಣಿಕ, ಸಾಮಾಜಿಕ ಕ್ಷೇತ್ರಗಳಲ್ಲಿ ತೊಡಗಿಕೊಂಡಿದ್ದಾರೆ. ಪುತ್ತೂರು ತಾಲೂಕು ಯುವಕ ಮಂಡಲ ಸಂಘದ ಸ್ಥಾಪನಾ ಕೋಶಾಧಿಕಾರಿಯಾಗಿ, ಪುತ್ತೂರು ತಾಲೂಕು ಬಂಟರ ಸಂಘದ ಪ್ರಧಾನ ಕಾರ್ಯದರ್ಶಿಯಾಗಿ, ನಂತರ ಅಧ್ಯಕ್ಷರಾಗಿ, ಪ್ರಸ್ತುತ ಪುತ್ತೂರು ಸಹಕಾರಿ ಸಂಘದ ನಿರ್ದೇಶಕರಾಗಿ ಹಾಗೂ ದಕ್ಷಿಣ ಕನ್ನಡ ಜಿಲ್ಲಾ ಕೇಂದ್ರ ಸಹಕಾರಿ ಬ್ಯಾಂಕ್ ನಿರ್ದೇಶಕರಾಗಿ ಸೇವೆ ಸಲ್ಲಿಸುತ್ತಿದ್ದಾರೆ.: [398, 337, 623, 445]
- ad-address: ಬೊಳುವಾರು, ಪುತ್ತೂರು ದ.ಕ.: [189, 1017, 309, 1031]
- senior-note: ಹಿರಿಯ ನಾಗರಿಕರಿಗೆ 1 ವರ್ಷಕ್ಕಿಂತ ಮೇಲ್ಪಟ್ಟ ಠೇವಣಿಗಳಿಗೆ 0.5% ಅಧಿಕ ಬಡ್ಡಿದರ: [275, 1285, 461, 1310]
- ad-footer: ಮತ್ತು ಸಿಬ್ಬಂದಿ ವರ್ಗ ಹಾಗೂ ಸರ್ವಸದಸ್ಯರು: [193, 1439, 305, 1449]
- director-name: ಮತ್ತು ಸಿಬ್ಬಂದಿ ವರ್ಗ ಹಾಗೂ ಸರ್ವಸದಸ್ಯರು: [321, 240, 447, 251]
- ad-title: ಬನ್ನೂರು ರೈತರ ಸೇವಾ ಸಹಕಾರಿ ಸಂಘ ಲಿ.: [127, 996, 371, 1017]
- president-row: [220, 534, 392, 544]
- vp-row: [220, 683, 392, 693]
- gold-loan-row-value: –7500/– ಗ್ರಾಂ: [397, 1345, 456, 1357]
- officer-role: ಅಧ್ಯಕ್ಷರು: [82, 158, 108, 168]
- president-row: [220, 420, 392, 430]
- presidents-list: [220, 399, 392, 544]
- ad-branch: ಶಾಖೆ ಕಚೇರಿ: ಅಮ್ಮಿನಡ್ಕ ದೂರವಾಣಿ: 08251–272046,9480020046: [591, 1032, 803, 1042]
- directors-label: ನಿರ್ದೇಶಕರುಗಳು:: [223, 1082, 275, 1093]
- achievement-label: ಸದಸ್ಯರ ಹೊರಬಾಕಿ ಸಾಲ: [730, 160, 794, 170]
- officer-name: ಪುನೀತ್ ಕುಮಾರ್ ಕೊಪ್ಪಡ್ಕ: [804, 1337, 883, 1348]
- objectives-label: ಉದ್ದೇಶಗಳು: [208, 728, 252, 742]
- director-name: ವಿಶ್ವನಾಥ ಬಲ್ಯಾಯ: [44, 227, 100, 238]
- vp-row-value: 2010–14: [357, 683, 392, 693]
- officer-role: ಉಪಾಧ್ಯಕ್ಷರು: [206, 158, 244, 168]
- vp-row-label: ಶ್ರೀ. ಪಿ.ಕೆ. ಶಿವರಾಯ: [220, 620, 274, 630]
- vp-row-label: ಶ್ರೀ. ಬಿ.ಪ್ರಭಾಕರ: [220, 662, 262, 672]
- section-body: ಮಹಿಳಾ ಸಹಕಾರಿಗಳಿಗೆ ವಿಶೇಷ ತರಬೇತಿ ನೀಡಿ ಸ್ವಾವಲಂಬನೆಗೆ ಪ್ರೇರಣೆ ನೀಡಲಾಗುತ್ತಿದೆ.: [28, 482, 203, 502]
- vp-row-value: 1962–66: [357, 558, 392, 568]
- officer-name: ಶ್ರೀಮತಿ ಗಿರಿಜಾ ಕೆ.: [810, 1076, 865, 1087]
- president-row-label: ಶ್ರೀ. ಡಿ. ನಾಮಣ್ಣ: [220, 419, 264, 429]
- achievement-label: ವಾರ್ಷಿಕ ವ್ಯವಹಾರ: [730, 129, 778, 138]
- scheme-item: [37, 1285, 157, 1301]
- gold-loan-row-label: 6 ತಿಂಗಳು: [280, 1345, 315, 1357]
- president-row: [220, 430, 392, 440]
- vp-row-value: 1975–80: [357, 589, 392, 599]
- officer-name: ದಾಮೋದರ ಗೌಡ ಏರ್ಮಾಯಿಲ್: [509, 1337, 605, 1348]
- rate-row: [163, 1370, 269, 1380]
- directors-text: ಸುಭಾಸ್ ನಾಯಕ್ ನೆಕ್ಕರಾಜೆ, ಮಹಮ್ಮದ್ ಅಶ್ರಫ್ ಕಲ್ಲೇಗ, ಶ್ರೀಮತಿ ಜಯಲಕ್ಷ್ಮೀ ಸುರೇಶ್, ದೇವಾನಂದ ಕೆ., ಜೋಹ್ನ ಗೌಡ ಡಿ., ಮೋಹನ ಪಕ್ಕಳ ಕುಂಡಾಪು, ರಾಜು ಮರ್ದಾಳಗ, ಶ್ರೀಮತಿ ಶಶಿಕಲಾ ಡಿ. ಶೆಟ್ಟಿ, ಸುಬ್ಬಣ್ಣ ಗೌಡ ಹರಿಯಾರು, ಶ್ರೀನಿವಾಸ ಕೆ. ದಾಸರೋಡ, ಶಶಿಕುಮಾರ್ ರೈ ಬಾಲ್ಯೊಟ್ಟು (ಡಿ.ಸಿ.ಸಿ.ಬ್ಯಾಂಕ್ ಪ್ರತಿನಿಧಿ): [45, 1093, 453, 1114]
- president-row-label: ಡಾ. ಎಸ್. ಆರ್. ಹರೀಶ್ ಆಚಾರ್ಯ: [220, 513, 316, 523]
- rate-row-value: 10%: [251, 1380, 269, 1390]
- president-row: [220, 399, 392, 409]
- section-heading: ಅಖಿಲ ಭಾರತ ಸಹಕಾರ ಸಪ್ತಾಹ ಆಚರಣೆ: [28, 507, 171, 521]
- directors-label: ನಿರ್ದೇಶಕರುಗಳು: [675, 1098, 719, 1108]
- sub-headline: ಜನಸಾಮಾನ್ಯ ಕನಸು ನನಸಾಗಲು ಸಹಕಾರರಂಗ' ಸಾಧ್ಯ: [574, 610, 777, 624]
- ad-footer: ಮತ್ತು ಸಿಬ್ಬಂದಿ ವರ್ಗ ಹಾಗೂ ಸರ್ವಸದಸ್ಯರು: [186, 1115, 312, 1126]
- officer-role: ಉಪಾಧ್ಯಕ್ಷರು: [686, 1348, 720, 1358]
- rate-row-label: 60 ತಿಂಗಳಿಗೆ: [163, 1370, 197, 1380]
- rate-row-value: 8%: [256, 1359, 269, 1369]
